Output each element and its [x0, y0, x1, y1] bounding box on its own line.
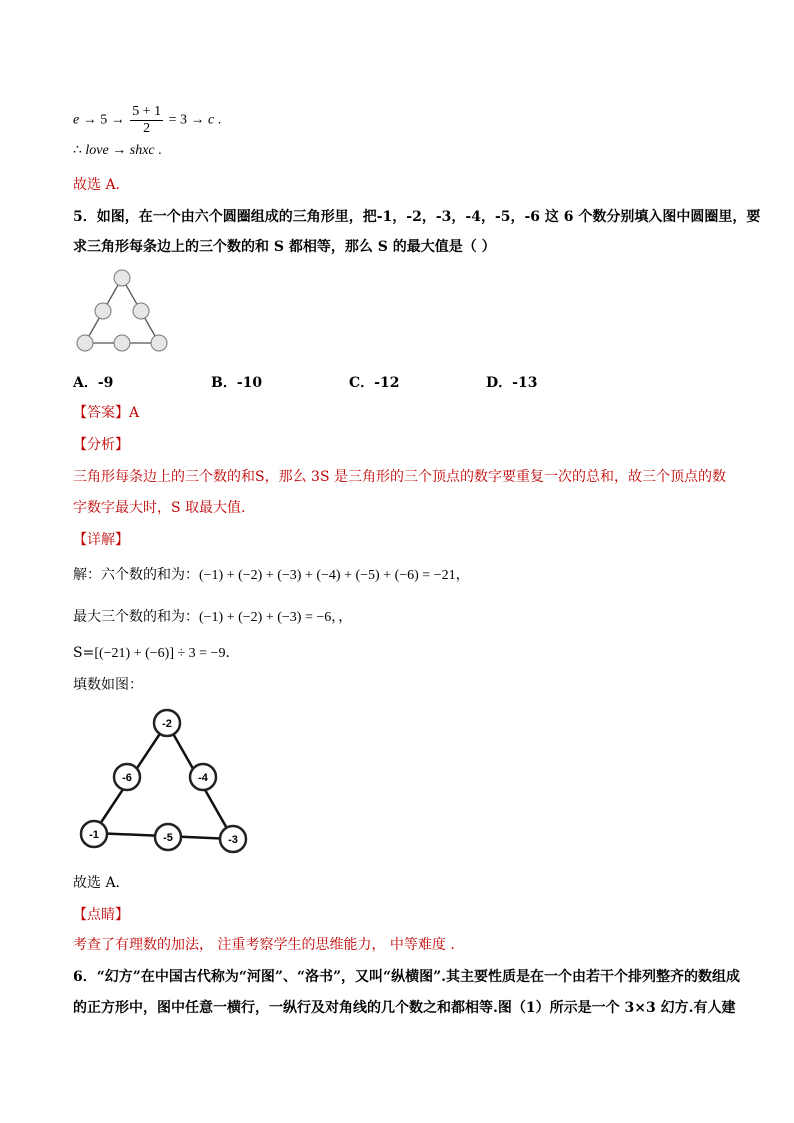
formula-line-2: [73, 142, 162, 159]
node-top-value: -2: [162, 718, 172, 730]
node-bottom-mid: [155, 824, 181, 850]
small-triangle-figure: [72, 266, 172, 358]
fraction-denominator: 2: [143, 121, 151, 136]
detail-1-expression: (−1) + (−2) + (−3) + (−4) + (−5) + (−6) = −21: [199, 568, 456, 583]
node-bottom-mid-value: -5: [163, 832, 173, 844]
node-left-mid-value: -6: [122, 772, 132, 784]
node-left-mid: [114, 764, 140, 790]
node-right-mid: [190, 764, 216, 790]
arrow: →: [82, 112, 97, 128]
option-d: D．-13: [486, 375, 538, 391]
question-5-line-1: 5．如图，在一个由六个圆圈组成的三角形里，把-1，-2，-3，-4，-5，-6 这 6 个数分别填入图中圆圈里，要: [73, 209, 761, 225]
detail-1-label: 解：六个数的和为：: [73, 567, 199, 583]
equals-3: = 3: [168, 112, 188, 128]
fraction: [130, 104, 163, 137]
node-bottom-left-value: -1: [89, 829, 99, 841]
period: .: [217, 112, 222, 128]
analysis-line-1: 三角形每条边上的三个数的和S，那么 3S 是三角形的三个顶点的数字要重复一次的总和，故三个顶点的数: [73, 469, 726, 485]
arrow: →: [110, 112, 125, 128]
node-bottom-right-value: -3: [228, 834, 238, 846]
detail-line-2: [73, 606, 352, 626]
var-c: c: [208, 112, 215, 128]
node-bottom-right: [220, 826, 246, 852]
analysis-heading: 【分析】: [73, 437, 129, 453]
point-text: 考查了有理数的加法， 注重考察学生的思维能力， 中等难度 .: [73, 937, 455, 953]
therefore-symbol: ∴: [73, 143, 82, 158]
fraction-numerator: 5 + 1: [132, 104, 162, 119]
formula-line-1: [73, 104, 221, 137]
analysis-line-2: 字数字最大时，S 取最大值.: [73, 500, 246, 516]
detail-1-end: ，: [455, 567, 470, 583]
node-bottom-left: [81, 821, 107, 847]
choose-answer-2: 故选 A．: [73, 875, 130, 891]
node-right-mid-value: -4: [198, 772, 208, 784]
point-heading: 【点睛】: [73, 907, 129, 923]
word-shxc: shxc: [129, 143, 155, 158]
detail-3-label: S=: [73, 645, 95, 661]
detail-3-expression: [(−21) + (−6)] ÷ 3 = −9: [94, 646, 226, 661]
question-5-line-2: 求三角形每条边上的三个数的和 S 都相等，那么 S 的最大值是（ ）: [73, 239, 496, 255]
option-b: B．-10: [211, 375, 263, 391]
choose-answer-1: 故选 A．: [73, 177, 130, 193]
detail-line-3: [73, 642, 239, 662]
detail-heading: 【详解】: [73, 532, 129, 548]
word-love: love: [85, 143, 109, 158]
number-5: 5: [100, 112, 108, 128]
fill-label: 填数如图：: [73, 677, 143, 693]
node-top: [154, 710, 180, 736]
detail-2-end: ，，: [331, 609, 353, 625]
period: .: [158, 143, 162, 158]
detail-2-label: 最大三个数的和为：: [73, 609, 199, 625]
filled-triangle-figure: [76, 704, 252, 862]
option-a: A．-9: [73, 375, 114, 391]
arrow: →: [112, 143, 127, 158]
option-c: C．-12: [349, 375, 400, 391]
detail-2-expression: (−1) + (−2) + (−3) = −6: [199, 610, 332, 625]
detail-3-end: ．: [225, 645, 240, 661]
answer-label: 【答案】A: [73, 405, 140, 421]
var-e: e: [73, 112, 80, 128]
question-6-line-2: 的正方形中，图中任意一横行，一纵行及对角线的几个数之和都相等.图（1）所示是一个 3×3 幻方.有人建: [73, 1000, 736, 1016]
detail-line-1: [73, 564, 470, 584]
arrow: →: [190, 112, 205, 128]
question-6-line-1: 6．“幻方”在中国古代称为“河图”、“洛书”，又叫“纵横图”.其主要性质是在一个由若干个排列整齐的数组成: [73, 969, 741, 985]
